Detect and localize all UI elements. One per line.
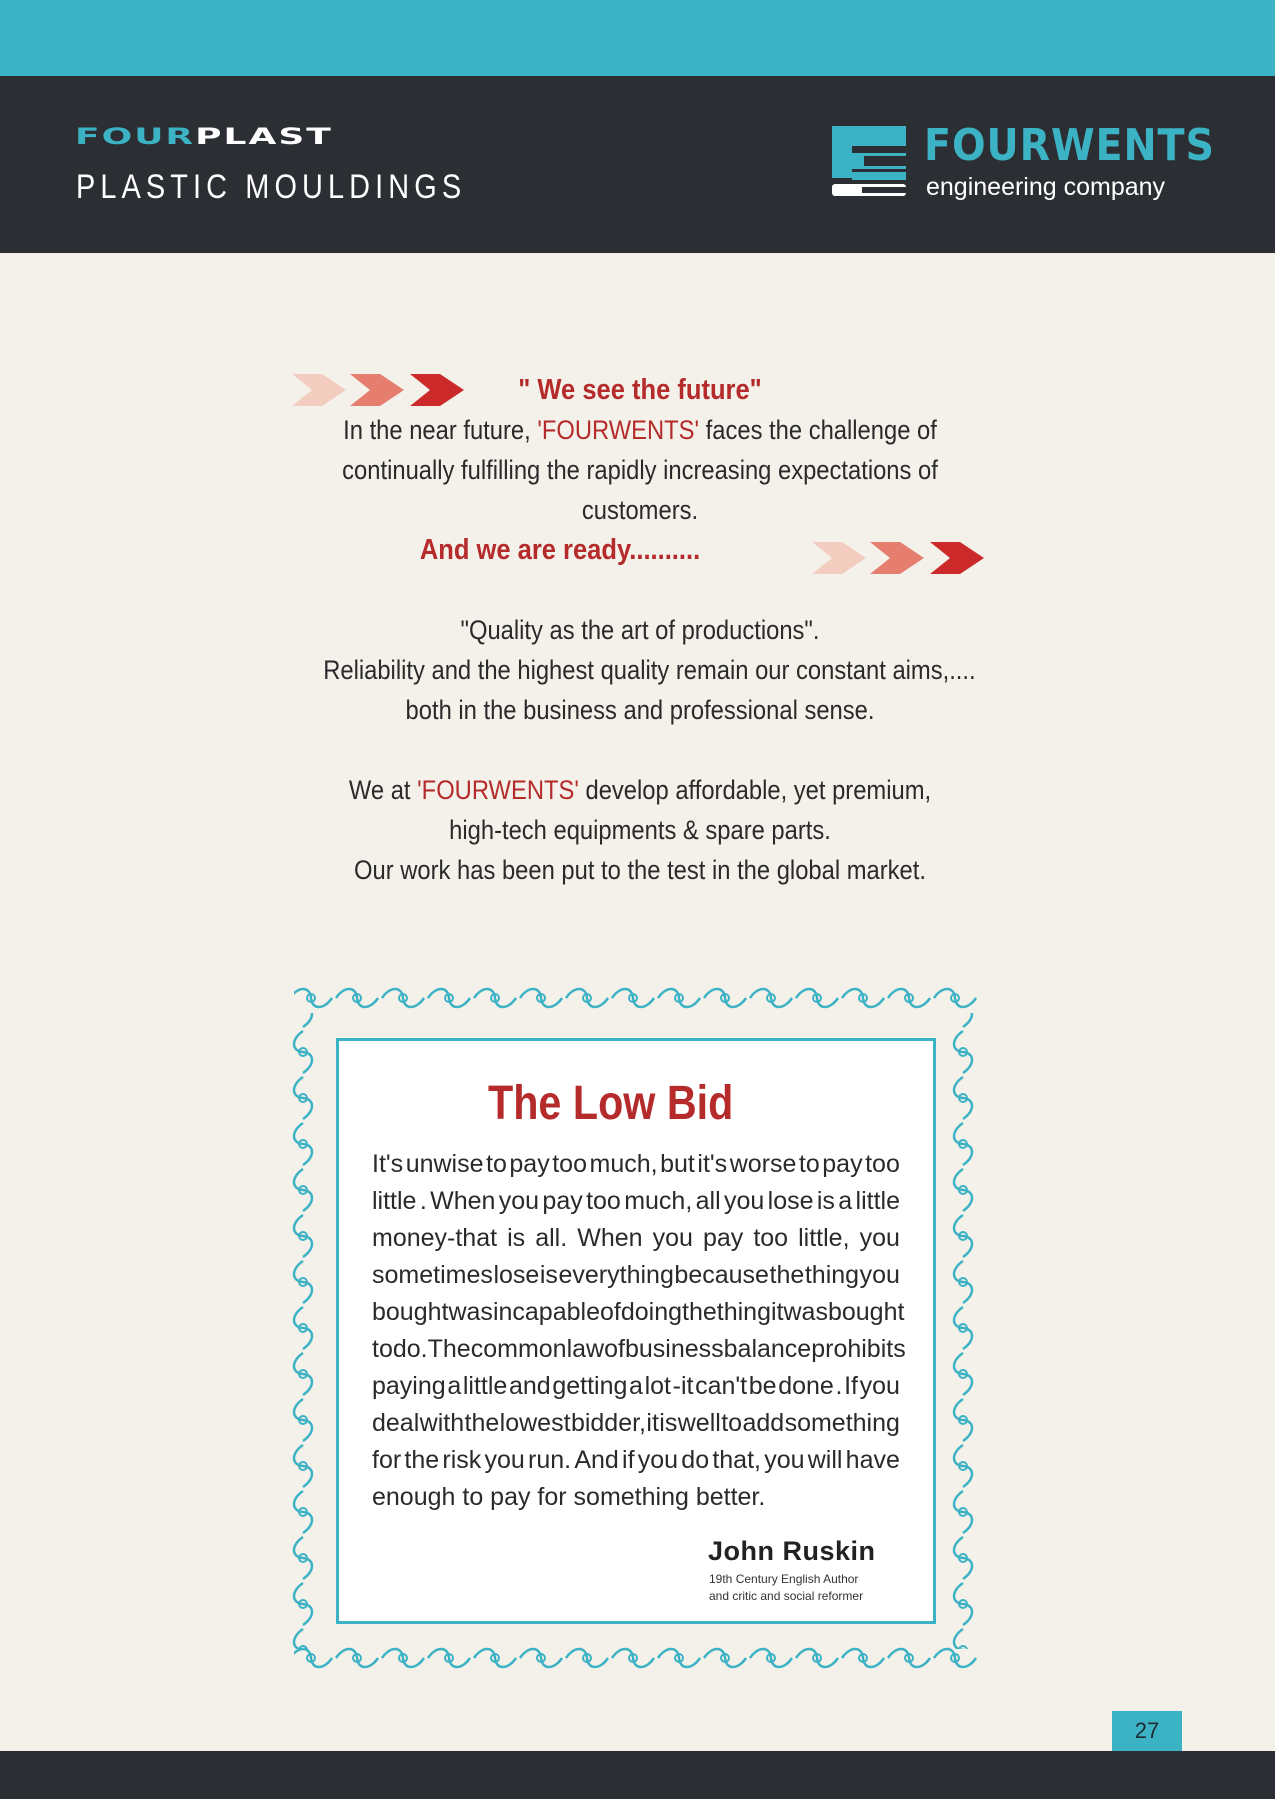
work-block (280, 770, 1000, 890)
quote-word: it (646, 1409, 659, 1437)
quote-word: lose (767, 1187, 814, 1215)
quote-word: all. (535, 1224, 568, 1252)
quote-word: is (539, 1261, 558, 1289)
quote-word: pay (542, 1187, 583, 1215)
quote-title: The Low Bid (488, 1077, 734, 1130)
quote-line (372, 1183, 900, 1220)
quote-word: you (723, 1187, 765, 1215)
work-line-2: high-tech equipments & spare parts. (449, 815, 831, 845)
fourwents-logo-icon (832, 126, 906, 202)
quote-word: a (838, 1187, 853, 1215)
author-note-line-1: 19th Century English Author (709, 1572, 859, 1586)
quote-word: for (372, 1446, 402, 1474)
work-line-1-pre: We at (348, 775, 418, 805)
quote-word: is (816, 1187, 835, 1215)
quote-word: worse (729, 1150, 797, 1178)
quote-word: a (447, 1372, 462, 1400)
author-note-line-2: and critic and social reformer (709, 1589, 864, 1603)
quote-word: to (372, 1335, 393, 1363)
quote-word: will (807, 1446, 843, 1474)
quote-word: incapable (492, 1298, 600, 1326)
quote-word: prohibits (811, 1335, 906, 1363)
quote-word: it (770, 1298, 784, 1326)
quote-word: that, (712, 1446, 761, 1474)
engineering-company-label: engineering company (926, 173, 1166, 201)
quote-word: the (404, 1446, 440, 1474)
quote-word: you (859, 1372, 900, 1400)
quote-word: sometimes (372, 1261, 493, 1289)
quote-word: but (660, 1150, 695, 1178)
quote-line (372, 1405, 900, 1442)
quality-line-1: "Quality as the art of productions". (460, 615, 820, 645)
quote-word: little (462, 1372, 508, 1400)
quote-word: you (498, 1187, 540, 1215)
quote-word: to (486, 1150, 507, 1178)
quote-word: with (419, 1409, 465, 1437)
intro-line-1 (323, 410, 957, 450)
quote-word: it's (697, 1150, 728, 1178)
quote-word: can't (695, 1372, 748, 1400)
quote-word: is (659, 1409, 678, 1437)
ready-line-block (260, 530, 860, 570)
quote-word: you (859, 1261, 900, 1289)
quote-word: a (629, 1372, 643, 1400)
quote-word: you (484, 1446, 525, 1474)
quote-word: thing (804, 1261, 860, 1289)
work-line-3: Our work has been put to the test in the global market. (354, 855, 926, 885)
quote-paragraph (372, 1146, 906, 1516)
quote-word: you (764, 1446, 805, 1474)
quote-word: do. (392, 1335, 428, 1363)
author-description (709, 1571, 863, 1605)
quote-word: bidder, (570, 1409, 646, 1437)
fourplast-four: FOUR (75, 124, 196, 150)
quote-word: done (778, 1372, 834, 1400)
quote-word: thing (716, 1298, 771, 1326)
quote-word: run. (528, 1446, 572, 1474)
quote-word: little (855, 1187, 900, 1215)
quality-block (280, 610, 1000, 730)
quote-word: well (677, 1409, 721, 1437)
quote-word: if (622, 1446, 635, 1474)
quote-word: too (552, 1150, 587, 1178)
quote-line (372, 1146, 900, 1183)
fourwents-wordmark: FOURWENTS (924, 120, 1215, 171)
quote-word: . (835, 1372, 843, 1400)
intro-line-3: customers. (581, 495, 699, 525)
quote-word: of (599, 1298, 621, 1326)
quote-word: to (798, 1150, 820, 1178)
intro-line-1-post: faces the challenge of (699, 415, 937, 445)
quote-word: you (859, 1224, 900, 1252)
quote-line (372, 1257, 900, 1294)
quote-word: getting (552, 1372, 628, 1400)
page-number: 27 (1112, 1711, 1182, 1751)
quote-word: little, (798, 1224, 850, 1252)
quote-line-last: enough to pay for something better. (372, 1483, 766, 1511)
quote-word: everything (558, 1261, 674, 1289)
intro-line-2: continually fulfilling the rapidly increasing expectations of (342, 455, 938, 485)
quote-word: . (419, 1187, 427, 1215)
work-brand-name: 'FOURWENTS' (417, 775, 579, 805)
quote-word: common (470, 1335, 567, 1363)
quote-word: too (865, 1150, 900, 1178)
quote-word: something (784, 1409, 900, 1437)
intro-block (280, 370, 1000, 530)
quote-word: law (566, 1335, 605, 1363)
quote-word: the (464, 1409, 500, 1437)
quote-word: risk (442, 1446, 482, 1474)
fourplast-logo (75, 126, 333, 162)
quote-word: If (844, 1372, 858, 1400)
quote-word: because (674, 1261, 769, 1289)
quote-word: When (430, 1187, 496, 1215)
quote-word: doing (620, 1298, 682, 1326)
quote-word: much, (624, 1187, 693, 1215)
fourplast-plast: PLAST (195, 124, 333, 150)
quote-line (372, 1294, 905, 1331)
quote-word: bought (827, 1298, 905, 1326)
quote-word: lot (644, 1372, 671, 1400)
quote-word: lowest (499, 1409, 571, 1437)
quote-word: the (769, 1261, 805, 1289)
quote-word: -it (672, 1372, 694, 1400)
quote-word: was (783, 1298, 828, 1326)
quote-word: do (681, 1446, 710, 1474)
top-accent-band (0, 0, 1275, 76)
quality-line-2: Reliability and the highest quality remain our constant aims,.... (323, 655, 976, 685)
quote-word: all (695, 1187, 721, 1215)
quote-word: the (682, 1298, 717, 1326)
quote-word: paying (372, 1372, 446, 1400)
quote-word: money-that (372, 1224, 498, 1252)
quote-word: deal (372, 1409, 420, 1437)
ready-text: And we are ready.......... (419, 534, 701, 566)
quote-word: The (427, 1335, 471, 1363)
quote-line (372, 1368, 900, 1405)
quote-line (372, 1220, 900, 1257)
quote-word: pay (822, 1150, 863, 1178)
quote-word: unwise (405, 1150, 484, 1178)
quote-author: John Ruskin (708, 1536, 876, 1566)
quote-word: have (845, 1446, 900, 1474)
quote-word: of (604, 1335, 625, 1363)
quote-word: too (586, 1187, 621, 1215)
bottom-bar (0, 1751, 1275, 1799)
quote-word: balance (723, 1335, 812, 1363)
quote-word: much, (589, 1150, 658, 1178)
intro-line-1-pre: In the near future, (343, 415, 538, 445)
quote-word: add (742, 1409, 785, 1437)
quote-word: It's (372, 1150, 404, 1178)
quote-word: is (507, 1224, 526, 1252)
quote-word: pay (509, 1150, 550, 1178)
quote-word: business (624, 1335, 724, 1363)
quote-word: and (508, 1372, 551, 1400)
quote-word: too (753, 1224, 789, 1252)
quote-line (372, 1331, 906, 1368)
quality-line-3: both in the business and professional sense. (405, 695, 875, 725)
quote-word: pay (702, 1224, 744, 1252)
quote-word: lose (493, 1261, 540, 1289)
quote-word: you (652, 1224, 693, 1252)
quote-word: And (574, 1446, 619, 1474)
quote-word: little (372, 1187, 417, 1215)
quote-word: bought (372, 1298, 449, 1326)
work-line-1 (323, 770, 957, 810)
intro-heading: " We see the future" (518, 374, 762, 406)
quote-word: When (577, 1224, 643, 1252)
work-line-1-post: develop affordable, yet premium, (578, 775, 932, 805)
quote-word: you (637, 1446, 679, 1474)
quote-word: to (721, 1409, 743, 1437)
arrows-right-icon (812, 538, 988, 578)
quote-word: be (748, 1372, 777, 1400)
quote-line (372, 1442, 900, 1479)
quote-word: was (448, 1298, 493, 1326)
plastic-mouldings-label: PLASTIC MOULDINGS (76, 168, 467, 206)
intro-brand-name: 'FOURWENTS' (537, 415, 700, 445)
